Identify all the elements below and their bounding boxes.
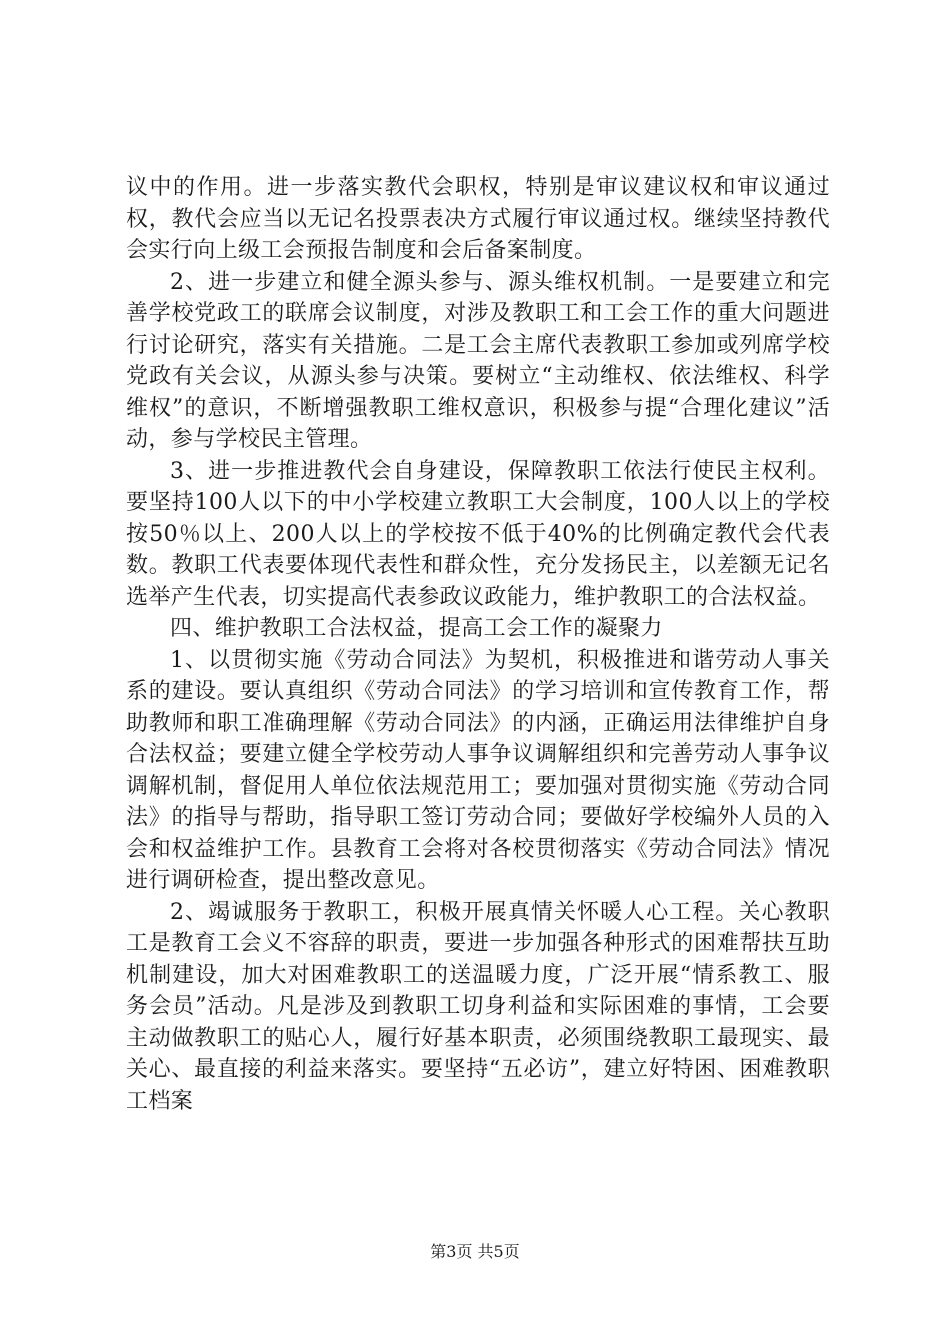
paragraph-1: 议中的作用。进一步落实教代会职权，特别是审议建议权和审议通过权，教代会应当以无记名投票表决方式履行审议通过权。继续坚持教代会实行向上级工会预报告制度和会后备案制度。 bbox=[126, 175, 830, 263]
paragraph-3: 3、进一步推进教代会自身建设，保障教职工依法行使民主权利。要坚持100人以下的中小学校建立教职工大会制度，100人以上的学校按50％以上、200人以上的学校按不低于40%的比例确定教代会代表数。教职工代表要体现代表性和群众性，充分发扬民主，以差额无记名选举产生代表，切实提高代表参政议政能力，维护教职工的合法权益。 bbox=[126, 458, 830, 610]
document-body bbox=[126, 172, 830, 1117]
paragraph-4: 1、以贯彻实施《劳动合同法》为契机，积极推进和谐劳动人事关系的建设。要认真组织《劳动合同法》的学习培训和宣传教育工作，帮助教师和职工准确理解《劳动合同法》的内涵，正确运用法律维护自身合法权益；要建立健全学校劳动人事争议调解组织和完善劳动人事争议调解机制，督促用人单位依法规范用工；要加强对贯彻实施《劳动合同法》的指导与帮助，指导职工签订劳动合同；要做好学校编外人员的入会和权益维护工作。县教育工会将对各校贯彻落实《劳动合同法》情况进行调研检查，提出整改意见。 bbox=[126, 647, 830, 893]
page-footer: 第3页 共5页 bbox=[430, 1242, 520, 1261]
section-heading: 四、维护教职工合法权益，提高工会工作的凝聚力 bbox=[170, 616, 663, 641]
paragraph-5: 2、竭诚服务于教职工，积极开展真情关怀暖人心工程。关心教职工是教育工会义不容辞的职责，要进一步加强各种形式的困难帮扶互助机制建设，加大对困难教职工的送温暖力度，广泛开展“情系教工、服务会员”活动。凡是涉及到教职工切身利益和实际困难的事情，工会要主动做教职工的贴心人，履行好基本职责，必须围绕教职工最现实、最关心、最直接的利益来落实。要坚持“五必访”，建立好特困、困难教职工档案 bbox=[126, 899, 830, 1114]
paragraph-2: 2、进一步建立和健全源头参与、源头维权机制。一是要建立和完善学校党政工的联席会议制度，对涉及教职工和工会工作的重大问题进行讨论研究，落实有关措施。二是工会主席代表教职工参加或列席学校党政有关会议，从源头参与决策。要树立“主动维权、依法维权、科学维权”的意识，不断增强教职工维权意识，积极参与提“合理化建议”活动，参与学校民主管理。 bbox=[126, 269, 830, 452]
